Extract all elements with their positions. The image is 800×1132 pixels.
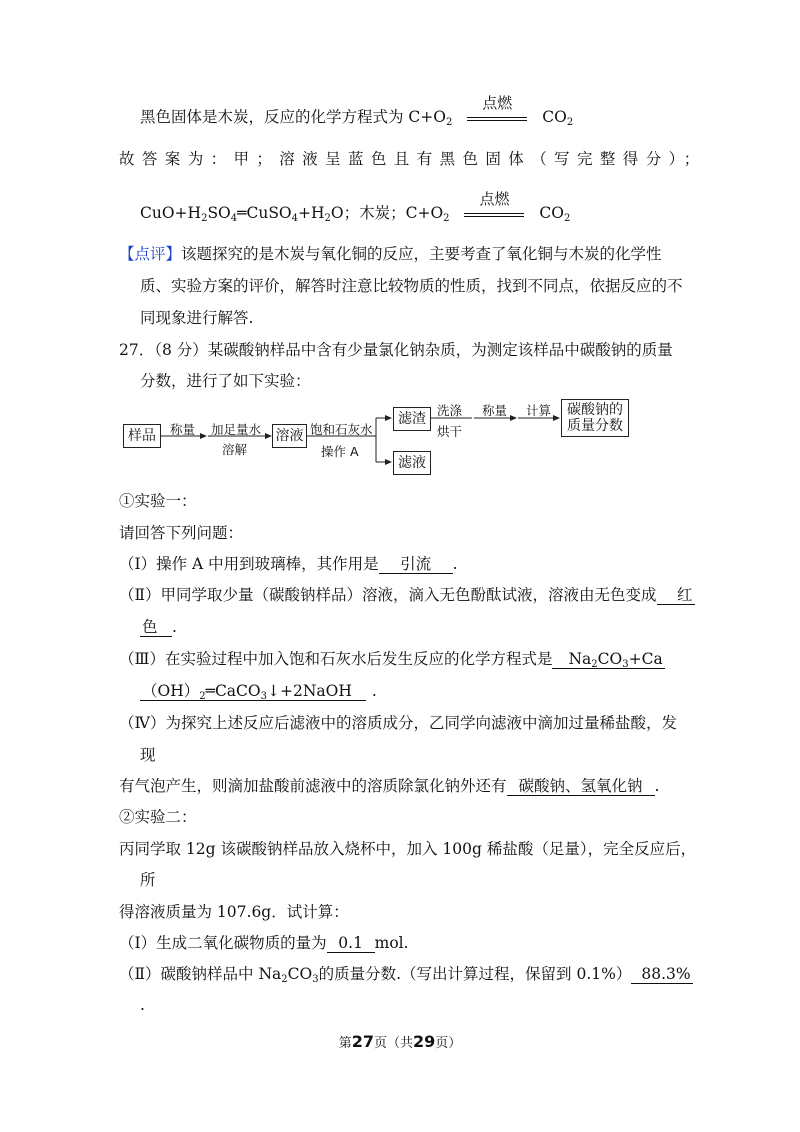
answer-3b: $(OH)_2═CaCO_3↓+2NaOH$	[140, 682, 366, 701]
question-27-line-1: 27．（8 分）某碳酸钠样品中含有少量氯化钠杂质，为测定该样品中碳酸钠的质量	[119, 341, 673, 359]
label-calc: 计算	[526, 403, 552, 418]
exp2-question-1: （Ⅰ）生成二氧化碳物质的量为 0.1 mol.	[119, 934, 409, 952]
label-operation-a: 操作 A	[321, 444, 359, 459]
exp1-question-2: （Ⅱ）甲同学取少量（碳酸钠样品）溶液，滴入无色酚酞试液，溶液由无色变成 红	[119, 586, 693, 604]
answer-2b: 色	[140, 618, 172, 637]
experiment-2-title: ②实验二：	[119, 808, 197, 826]
box-solution: 溶液	[272, 424, 307, 448]
label-weigh: 称量	[170, 422, 196, 437]
label-limewater: 饱和石灰水	[310, 422, 373, 437]
exp2-question-2: （Ⅱ）碳酸钠样品中 $Na_2CO_3$的质量分数.（写出计算过程，保留到 0.1%） 88.3%	[119, 965, 691, 985]
exp1-question-4-line-2: 现	[140, 746, 156, 764]
box-result: 碳酸钠的 质量分数	[561, 399, 629, 437]
label-wash: 洗涤	[437, 403, 463, 418]
exp1-question-1: （Ⅰ）操作 A 中用到玻璃棒，其作用是 引流 .	[119, 555, 458, 573]
comment-line-2: 质、实验方案的评价，解答时注意比较物质的性质，找到不同点，依据反应的不	[140, 277, 683, 295]
answer-2a: 红	[657, 586, 695, 605]
exp1-question-4-line-1: （Ⅳ）为探究上述反应后滤液中的溶质成分，乙同学向滤液中滴加过量稀盐酸，发	[119, 714, 677, 732]
answer-1: 引流	[379, 555, 453, 574]
comment-line-3: 同现象进行解答.	[140, 309, 254, 327]
equation-line-2: $CuO+H_2SO_4═CuSO_4+H_2O$；木炭；$C+O_2$ 点燃 $CO_2$	[140, 190, 571, 224]
label-dry: 烘干	[437, 424, 463, 439]
answer-4: 碳酸钠、氢氧化钠	[507, 777, 655, 796]
exp1-question-4-line-3: 有气泡产生，则滴加盐酸前滤液中的溶质除氯化钠外还有 碳酸钠、氢氧化钠 .	[119, 777, 660, 795]
label-dissolve: 溶解	[222, 442, 248, 457]
label-weigh-2: 称量	[482, 403, 508, 418]
page-footer: 第27页（共29页）	[338, 1032, 462, 1051]
answer-line: 故答案为：甲；溶液呈蓝色且有黑色固体（写完整得分）；	[119, 150, 707, 168]
comment-tag: 【点评】	[119, 245, 182, 263]
exp1-question-3-cont: $(OH)_2═CaCO_3↓+2NaOH$ .	[142, 682, 377, 702]
experiment-2-line-1: 丙同学取 12g 该碳酸钠样品放入烧杯中，加入 100g 稀盐酸（足量），完全反应后，	[119, 840, 697, 858]
exp1-question-3: （Ⅲ）在实验过程中加入饱和石灰水后发生反应的化学方程式是 $Na_2CO_3+Ca$	[119, 650, 663, 670]
experiment-2-line-2: 所	[140, 871, 156, 889]
comment-line-1: 【点评】该题探究的是木炭与氧化铜的反应，主要考查了氧化铜与木炭的化学性	[119, 245, 662, 263]
equation-line-1: 黑色固体是木炭，反应的化学方程式为 $C+O_2$ 点燃 $CO_2$	[140, 94, 574, 128]
answer-6: 88.3%	[631, 965, 692, 984]
answer-3a: $Na_2CO_3+Ca$	[552, 650, 664, 669]
ignite-condition-2: 点燃	[458, 204, 530, 224]
page-number: 27	[351, 1032, 374, 1051]
exp2-question-2-end: .	[140, 996, 145, 1014]
experiment-1-prompt: 请回答下列问题：	[119, 524, 244, 542]
box-sample: 样品	[123, 424, 161, 448]
answer-5: 0.1	[327, 934, 375, 953]
box-residue: 滤渣	[393, 407, 431, 431]
box-filtrate: 滤液	[393, 451, 431, 475]
exp1-question-2-cont: 色 .	[142, 618, 177, 636]
ignite-condition: 点燃	[461, 108, 533, 128]
question-27-line-2: 分数，进行了如下实验：	[140, 372, 311, 390]
experiment-2-line-3: 得溶液质量为 107.6g．试计算：	[119, 903, 349, 921]
label-add-water: 加足量水	[211, 422, 262, 437]
experiment-1-title: ①实验一：	[119, 492, 197, 510]
page-total: 29	[413, 1032, 436, 1051]
